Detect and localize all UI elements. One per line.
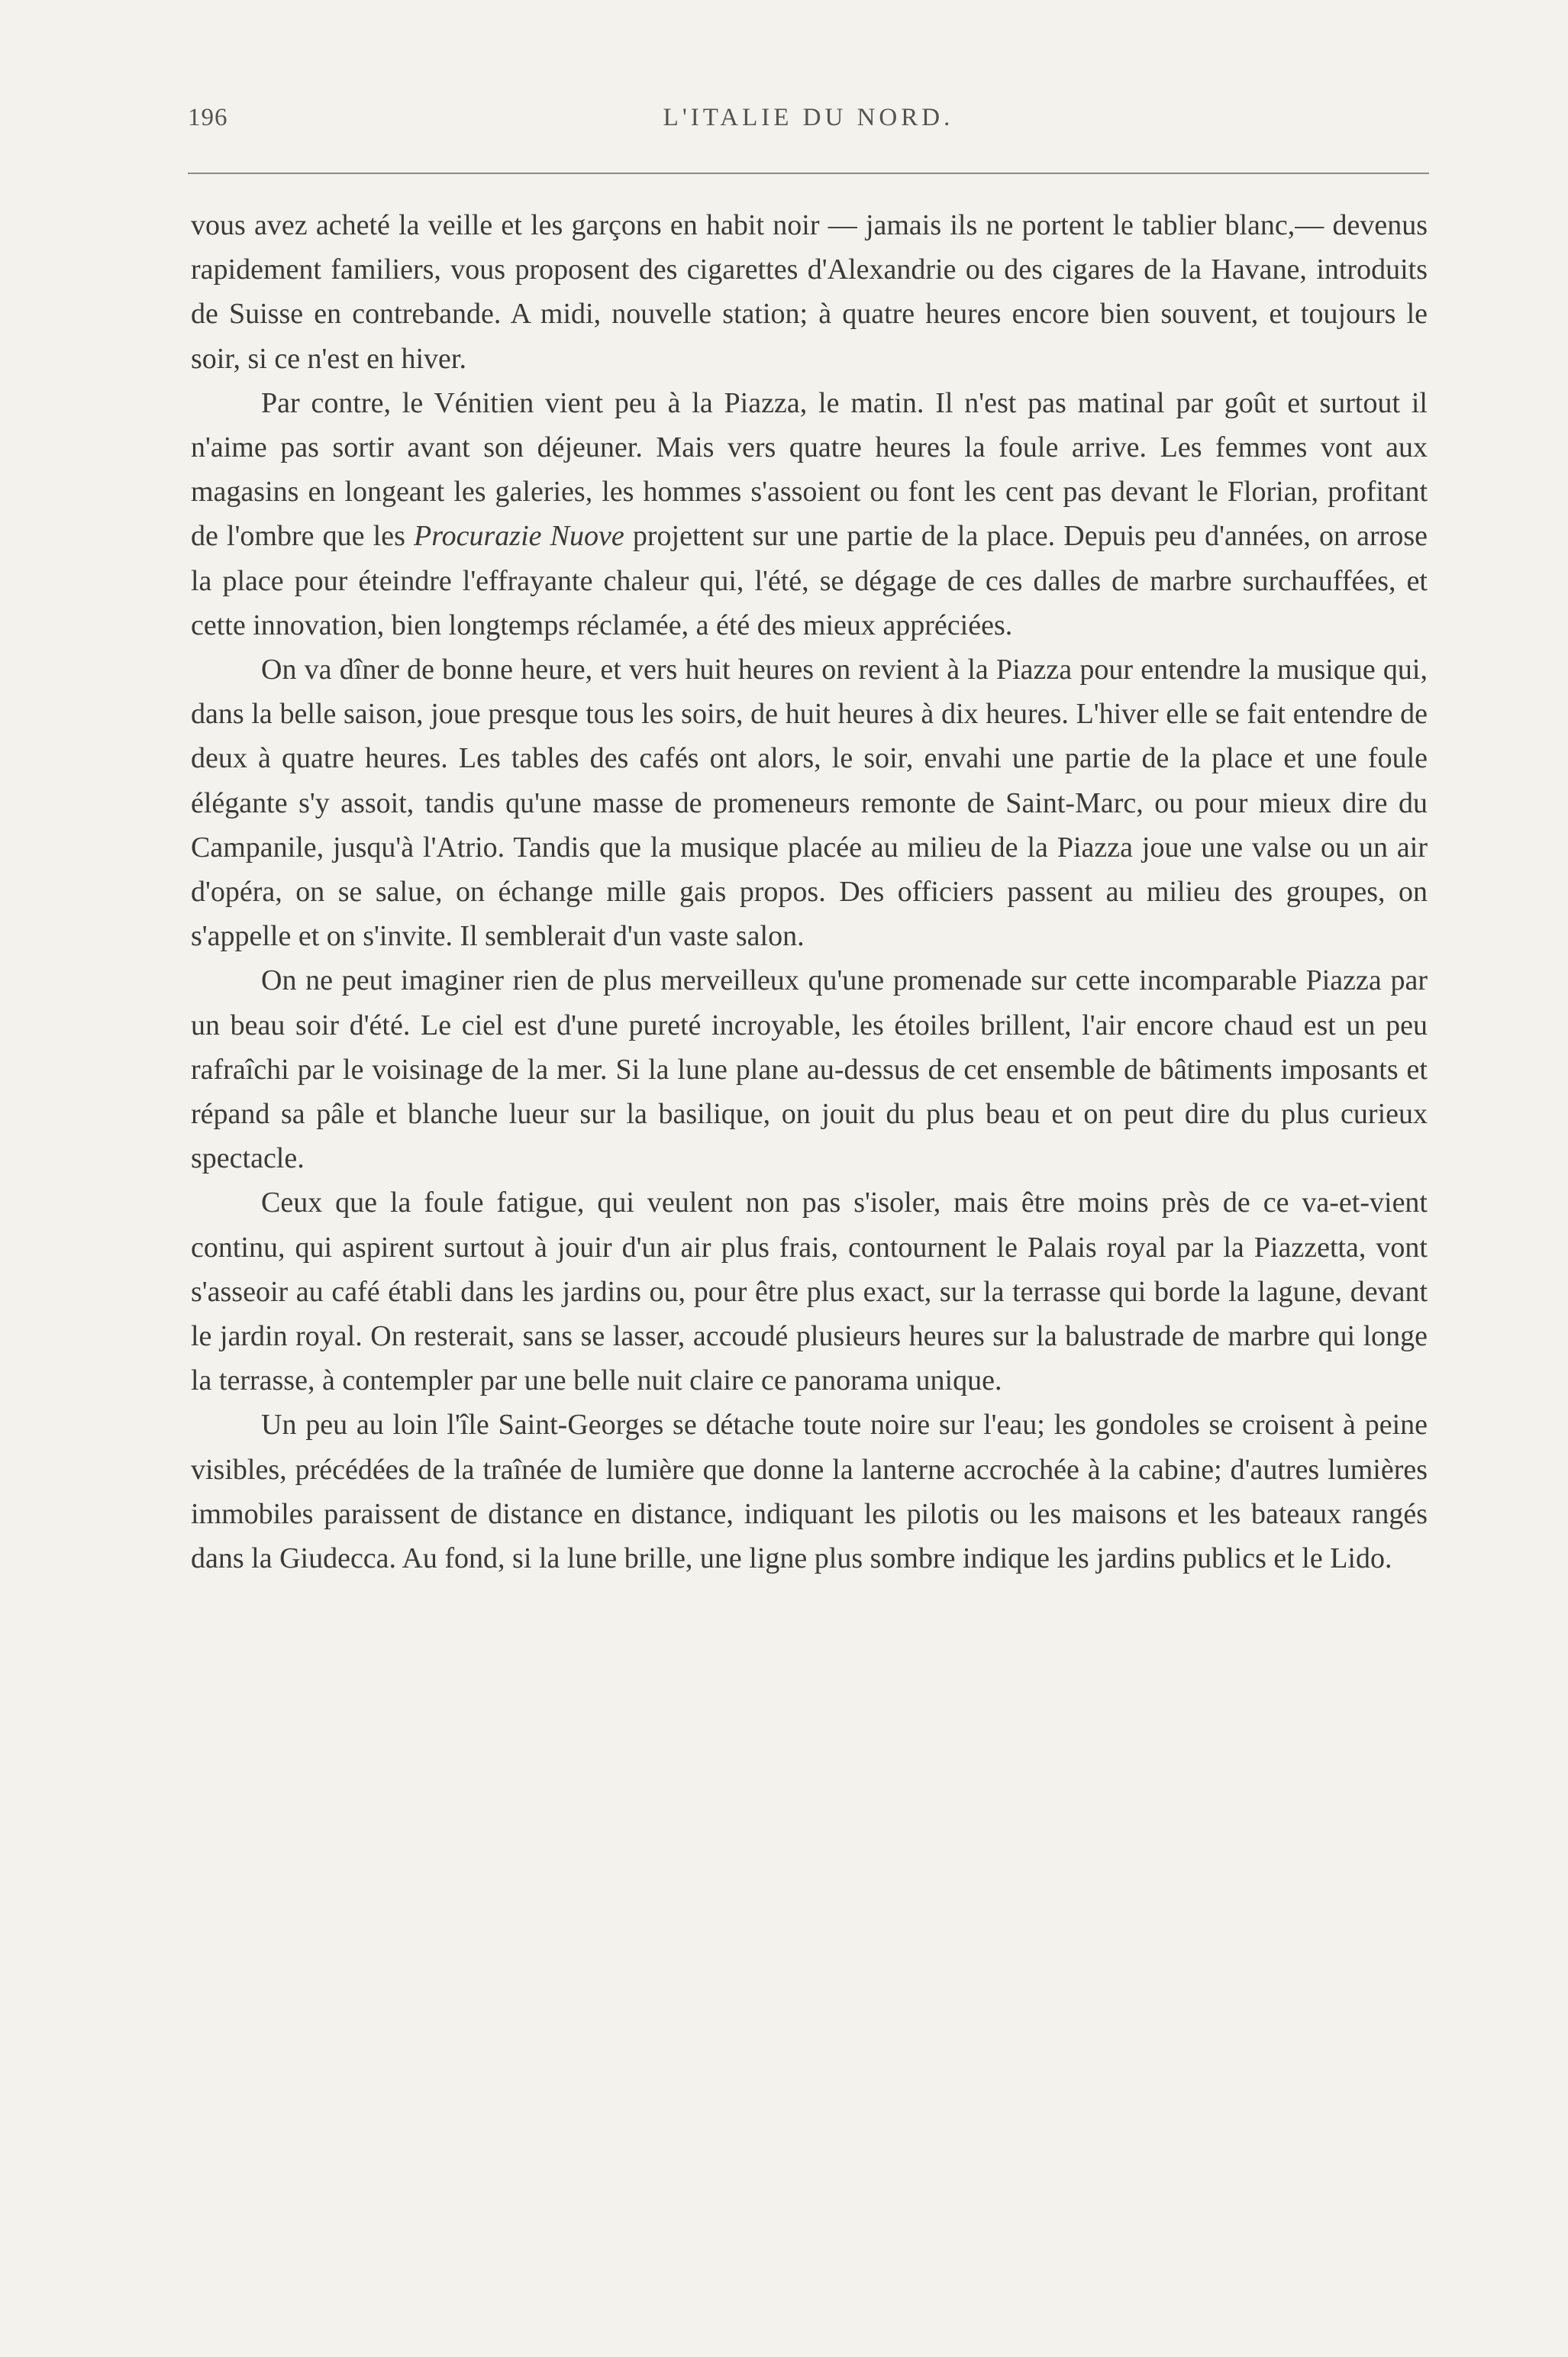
running-title: L'ITALIE DU NORD. <box>663 104 954 131</box>
paragraph-2-italic-term: Procurazie Nuove <box>414 520 624 553</box>
paragraph-2-text-after: projettent sur une partie de la place. Depuis peu d'années, on arrose la place pour éteindre l'effrayante chaleur qui, l'été, se dégage de ces dalles de marbre surchauffées, et cette innovation, bien longtemps réclamée, a été des mieux appréciées. <box>191 520 1428 641</box>
paragraph-3: On va dîner de bonne heure, et vers huit heures on revient à la Piazza pour entendre la musique qui, dans la belle saison, joue presque tous les soirs, de huit heures à dix heures. L'hiver elle se fait entendre de deux à quatre heures. Les tables des cafés ont alors, le soir, envahi une partie de la place et une foule élégante s'y assoit, tandis qu'une masse de promeneurs remonte de Saint-Marc, ou pour mieux dire du Campanile, jusqu'à l'Atrio. Tandis que la musique placée au milieu de la Piazza joue une valse ou un air d'opéra, on se salue, on échange mille gais propos. Des officiers passent au milieu des groupes, on s'appelle et on s'invite. Il semblerait d'un vaste salon. <box>191 654 1428 953</box>
paragraph-6: Un peu au loin l'île Saint-Georges se détache toute noire sur l'eau; les gondoles se croisent à peine visibles, précédées de la traînée de lumière que donne la lanterne accrochée à la cabine; d'autres lumières immobiles paraissent de distance en distance, indiquant les pilotis ou les maisons et les bateaux rangés dans la Giudecca. Au fond, si la lune brille, une ligne plus sombre indique les jardins publics et le Lido. <box>191 1409 1428 1575</box>
paragraph-2-text-before: Par contre, le Vénitien vient peu à la Piazza, le matin. Il n'est pas matinal par goût et surtout il n'aime pas sortir avant son déjeuner. Mais vers quatre heures la foule arrive. Les femmes vont aux magasins en longeant les galeries, les hommes s'assoient ou font les cent pas devant le Florian, profitant de l'ombre que les <box>191 386 1428 553</box>
paragraph-4: On ne peut imaginer rien de plus merveilleux qu'une promenade sur cette incomparable Piazza par un beau soir d'été. Le ciel est d'une pureté incroyable, les étoiles brillent, l'air encore chaud est un peu rafraîchi par le voisinage de la mer. Si la lune plane au-dessus de cet ensemble de bâtiments imposants et répand sa pâle et blanche lueur sur la basilique, on jouit du plus beau et on peut dire du plus curieux spectacle. <box>191 964 1428 1175</box>
paragraph-2 <box>191 381 1428 647</box>
page-number: 196 <box>188 104 228 131</box>
page-header <box>188 104 1429 142</box>
paragraph-5: Ceux que la foule fatigue, qui veulent non pas s'isoler, mais être moins près de ce va-et-vient continu, qui aspirent surtout à jouir d'un air plus frais, contournent le Palais royal par la Piazzetta, vont s'asseoir au café établi dans les jardins ou, pour être plus exact, sur la terrasse qui borde la lagune, devant le jardin royal. On resterait, sans se lasser, accoudé plusieurs heures sur la balustrade de marbre qui longe la terrasse, à contempler par une belle nuit claire ce panorama unique. <box>191 1187 1428 1397</box>
paragraph-1: vous avez acheté la veille et les garçons en habit noir — jamais ils ne portent le tablier blanc,— devenus rapidement familiers, vous proposent des cigarettes d'Alexandrie ou des cigares de la Havane, introduits de Suisse en contrebande. A midi, nouvelle station; à quatre heures encore bien souvent, et toujours le soir, si ce n'est en hiver. <box>191 209 1428 375</box>
body-text <box>191 203 1428 1580</box>
header-rule <box>188 173 1429 174</box>
